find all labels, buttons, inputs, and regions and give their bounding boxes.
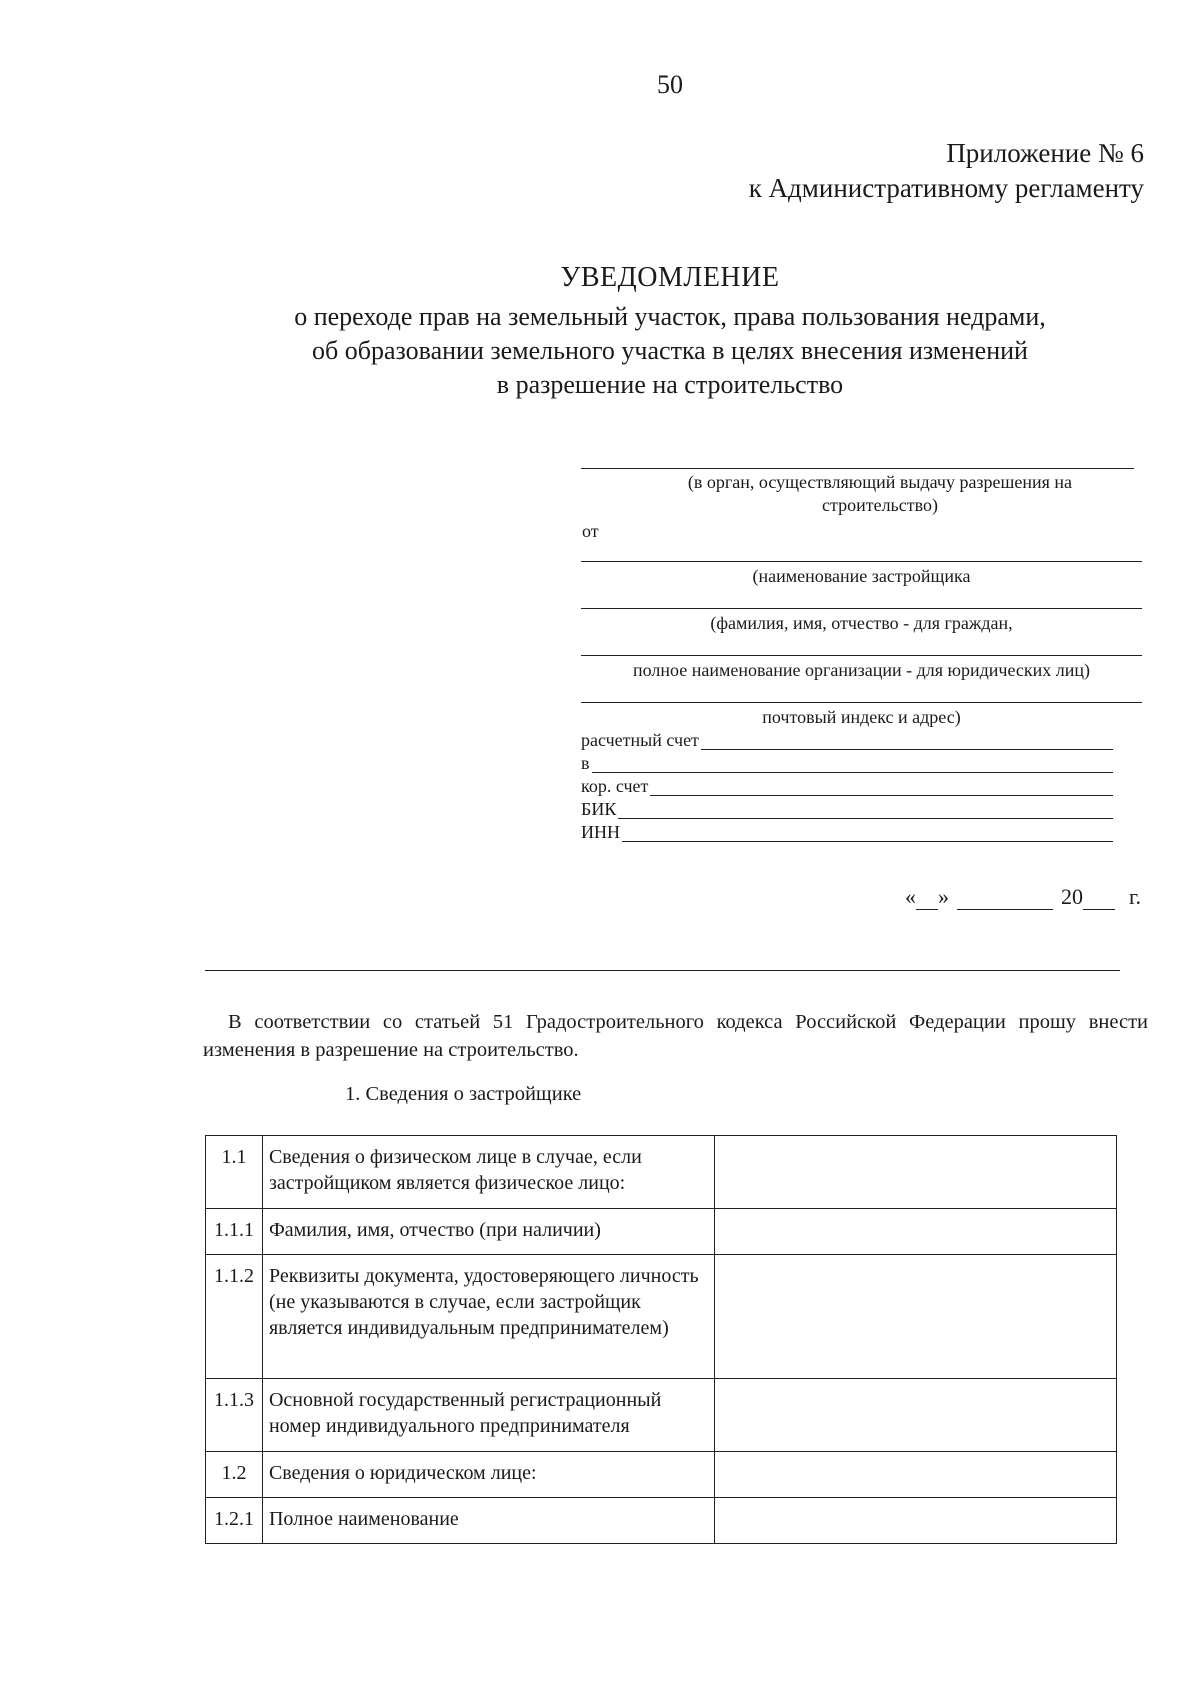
- organization-fill-line[interactable]: [581, 655, 1142, 656]
- row-value-cell[interactable]: [715, 1209, 1117, 1255]
- bik-label: БИК: [581, 799, 617, 819]
- bank-account-line[interactable]: [701, 733, 1113, 750]
- bank-name-label: в: [581, 753, 590, 773]
- bank-account-label: расчетный счет: [581, 730, 699, 750]
- table-row: [206, 1498, 1117, 1544]
- row-number: 1.2: [206, 1452, 263, 1498]
- row-value-cell[interactable]: [715, 1255, 1117, 1379]
- table-row: [206, 1452, 1117, 1498]
- citizen-fill-line[interactable]: [581, 608, 1142, 609]
- table-row: [206, 1209, 1117, 1255]
- developer-fill-line[interactable]: [581, 561, 1142, 562]
- row-value-cell[interactable]: [715, 1136, 1117, 1209]
- authority-fill-line[interactable]: [581, 468, 1134, 469]
- appendix-number: Приложение № 6: [946, 138, 1144, 168]
- correspondent-account-line[interactable]: [650, 779, 1113, 796]
- from-label: от: [582, 521, 599, 541]
- row-number: 1.1.3: [206, 1379, 263, 1452]
- date-year-prefix: 20: [1061, 884, 1083, 909]
- correspondent-account-label: кор. счет: [581, 776, 649, 796]
- row-description: Сведения о физическом лице в случае, если застройщиком является физическое лицо:: [262, 1136, 714, 1209]
- inn-field[interactable]: [581, 820, 1113, 842]
- request-paragraph: В соответствии со статьей 51 Градостроительного кодекса Российской Федерации прошу внести изменения в разрешение на строительство.: [203, 1011, 1148, 1061]
- row-value-cell[interactable]: [715, 1379, 1117, 1452]
- row-number: 1.1.1: [206, 1209, 263, 1255]
- bank-account-field[interactable]: [581, 728, 1113, 750]
- date-month-blank[interactable]: [957, 891, 1053, 910]
- organization-caption: полное наименование организации - для юридических лиц): [632, 660, 1090, 680]
- page-number: 50: [657, 70, 683, 99]
- row-value-cell[interactable]: [715, 1498, 1117, 1544]
- row-number: 1.1.2: [206, 1255, 263, 1379]
- appendix-reference: к Административному регламенту: [748, 173, 1144, 203]
- row-value-cell[interactable]: [715, 1452, 1117, 1498]
- citizen-caption: (фамилия, имя, отчество - для граждан,: [710, 613, 1013, 633]
- row-description: Сведения о юридическом лице:: [262, 1452, 714, 1498]
- section-heading: 1. Сведения о застройщике: [345, 1083, 582, 1105]
- bik-line[interactable]: [618, 802, 1113, 819]
- developer-caption: (наименование застройщика: [752, 566, 971, 586]
- developer-info-table: [205, 1135, 1117, 1544]
- document-subtitle-line-2: об образовании земельного участка в целях внесения изменений: [312, 336, 1028, 365]
- bik-field[interactable]: [581, 797, 1113, 819]
- table-row: [206, 1379, 1117, 1452]
- document-subtitle-line-3: в разрешение на строительство: [496, 370, 844, 399]
- authority-caption-line-1: (в орган, осуществляющий выдачу разрешения на: [687, 472, 1073, 492]
- address-caption: почтовый индекс и адрес): [762, 707, 961, 727]
- bank-name-field[interactable]: [581, 751, 1113, 773]
- row-description: Фамилия, имя, отчество (при наличии): [262, 1209, 714, 1255]
- row-description: Полное наименование: [262, 1498, 714, 1544]
- row-number: 1.1: [206, 1136, 263, 1209]
- date-close-quote: »: [938, 884, 949, 909]
- document-title: УВЕДОМЛЕНИЕ: [560, 262, 780, 293]
- authority-caption-line-2: строительство): [822, 495, 938, 515]
- date-line: [905, 884, 1141, 910]
- date-year-suffix: г.: [1129, 884, 1142, 909]
- date-day-blank[interactable]: [916, 891, 938, 910]
- row-description: Основной государственный регистрационный номер индивидуального предпринимателя: [262, 1379, 714, 1452]
- document-subtitle-line-1: о переходе прав на земельный участок, права пользования недрами,: [294, 302, 1046, 331]
- date-open-quote: «: [905, 884, 916, 909]
- inn-label: ИНН: [581, 822, 620, 842]
- table-row: [206, 1255, 1117, 1379]
- address-fill-line[interactable]: [581, 702, 1142, 703]
- bank-name-line[interactable]: [592, 756, 1114, 773]
- correspondent-account-field[interactable]: [581, 774, 1113, 796]
- date-year-blank[interactable]: [1083, 891, 1115, 910]
- row-description: Реквизиты документа, удостоверяющего личность (не указываются в случае, если застройщик является индивидуальным предпринимателем): [262, 1255, 714, 1379]
- inn-line[interactable]: [622, 825, 1113, 842]
- section-divider-line: [205, 970, 1120, 971]
- table-row: [206, 1136, 1117, 1209]
- row-number: 1.2.1: [206, 1498, 263, 1544]
